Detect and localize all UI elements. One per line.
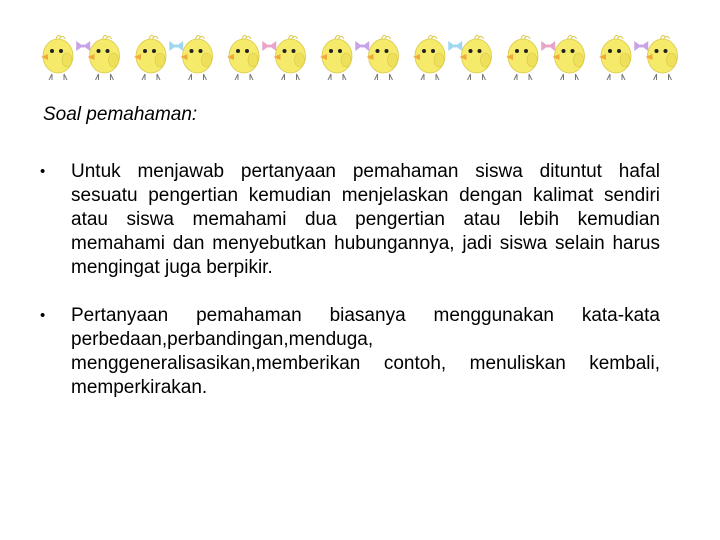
bullet-item xyxy=(40,304,660,400)
bow-icon xyxy=(634,41,648,51)
chick-icon xyxy=(41,35,73,80)
chick-icon xyxy=(599,35,631,80)
bullet-marker: • xyxy=(40,163,46,180)
bullet-item xyxy=(40,160,660,280)
chick-icon xyxy=(413,35,445,80)
chick-icon xyxy=(367,35,399,80)
bullet-marker: • xyxy=(40,307,46,324)
bow-icon xyxy=(541,41,555,51)
bow-icon xyxy=(169,41,183,51)
chick-icon xyxy=(88,35,120,80)
bow-icon xyxy=(76,41,90,51)
chick-icon xyxy=(181,35,213,80)
heading: Soal pemahaman: xyxy=(43,104,198,125)
chick-icon xyxy=(553,35,585,80)
chick-icon xyxy=(134,35,166,80)
chick-icon xyxy=(227,35,259,80)
bullet-text: Pertanyaan pemahaman biasanya menggunakan kata-kata perbedaan,perbandingan,menduga, menggeneralisasikan,memberikan contoh, menuliskan kembali, memperkirakan. xyxy=(71,305,660,398)
chick-border xyxy=(36,24,686,84)
bullet-list xyxy=(40,160,660,400)
bow-icon xyxy=(262,41,276,51)
chick-row xyxy=(36,24,686,84)
chick-icon xyxy=(460,35,492,80)
bow-icon xyxy=(355,41,369,51)
bow-icon xyxy=(448,41,462,51)
chick-icon xyxy=(506,35,538,80)
bullet-text: Untuk menjawab pertanyaan pemahaman siswa dituntut hafal sesuatu pengertian kemudian menjelaskan dengan kalimat sendiri atau siswa memahami dua pengertian atau lebih kemudian memahami dan menyebutkan hubungannya, jadi siswa selain harus mengingat juga berpikir. xyxy=(71,161,660,278)
chick-icon xyxy=(274,35,306,80)
chick-icon xyxy=(320,35,352,80)
chick-icon xyxy=(646,35,678,80)
